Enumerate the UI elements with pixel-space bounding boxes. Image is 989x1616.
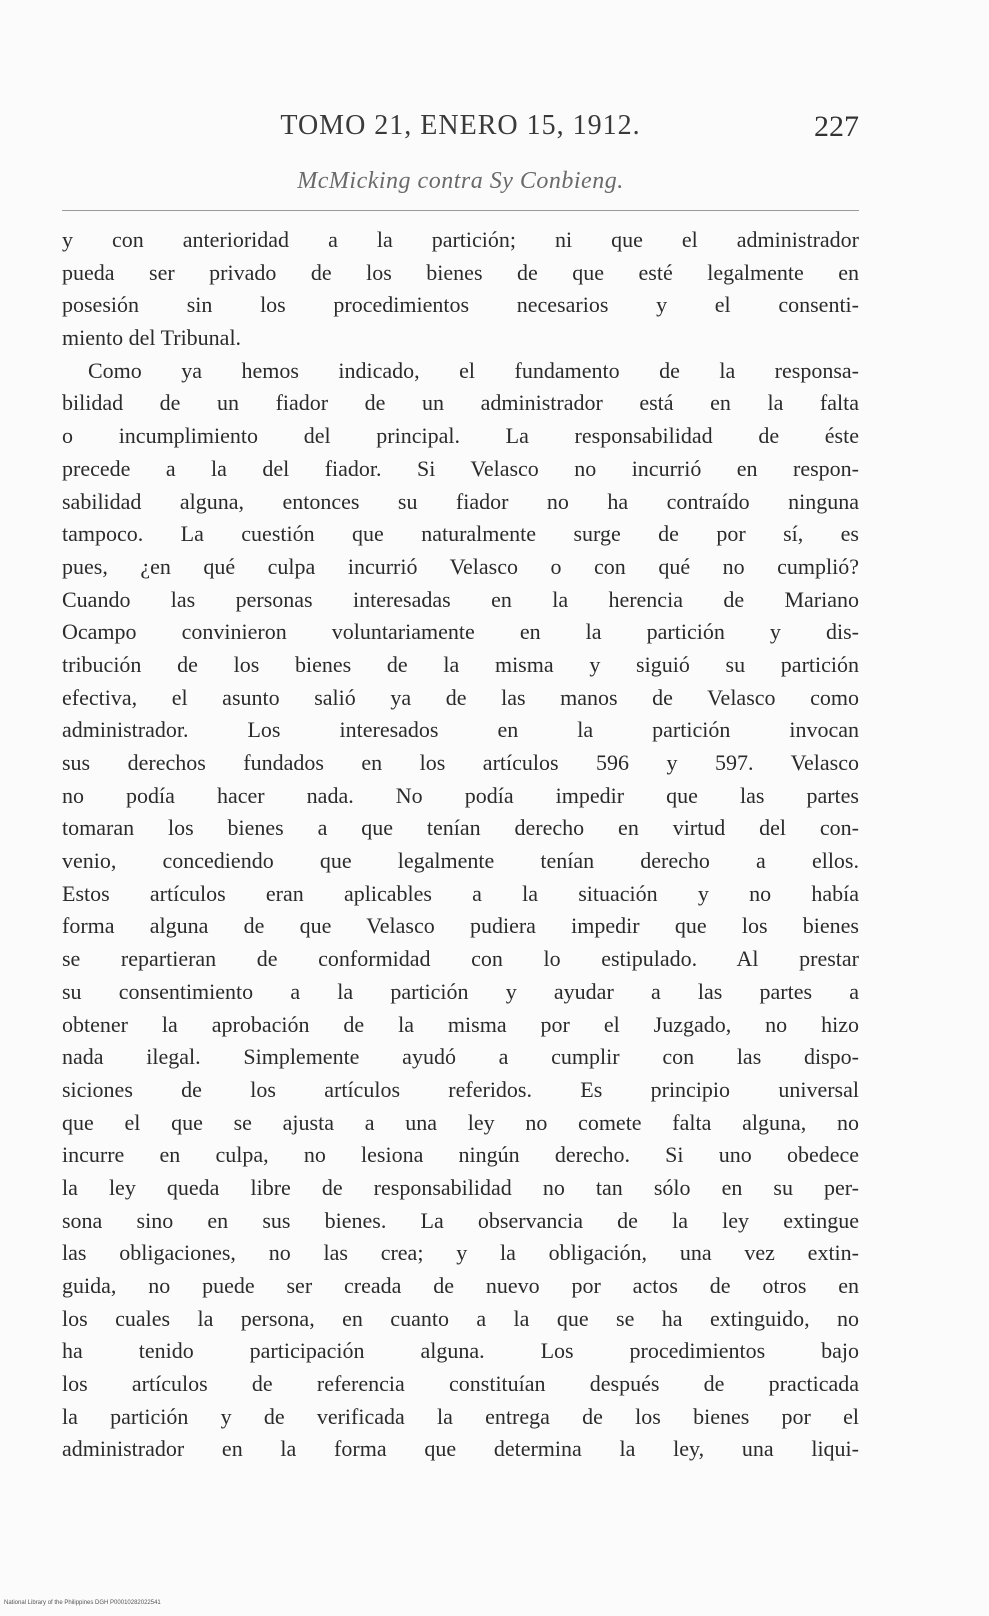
text-line: venio, concediendo que legalmente tenían derecho a ellos. xyxy=(62,848,859,874)
text-line: ha tenido participación alguna. Los procedimientos bajo xyxy=(62,1338,859,1364)
text-line: Ocampo convinieron voluntariamente en la partición y dis- xyxy=(62,619,859,645)
scan-footer-credit: National Library of the Philippines DGH P00010282022541 xyxy=(4,1600,161,1606)
text-line: los artículos de referencia constituían después de practicada xyxy=(62,1371,859,1397)
text-line: Como ya hemos indicado, el fundamento de la responsa- xyxy=(88,357,859,383)
text-line: y con anterioridad a la partición; ni que el administrador xyxy=(62,227,859,252)
body-text xyxy=(62,224,859,1466)
text-line: tribución de los bienes de la misma y siguió su partición xyxy=(62,651,859,677)
text-line: tomaran los bienes a que tenían derecho en virtud del con- xyxy=(62,815,859,841)
text-line: bilidad de un fiador de un administrador está en la falta xyxy=(62,390,859,416)
text-line: miento del Tribunal. xyxy=(62,325,242,351)
text-line: administrador en la forma que determina la ley, una liqui- xyxy=(62,1436,859,1462)
text-line: obtener la aprobación de la misma por el Juzgado, no hizo xyxy=(62,1011,859,1037)
text-line: pueda ser privado de los bienes de que esté legalmente en xyxy=(62,259,859,285)
text-line: guida, no puede ser creada de nuevo por actos de otros en xyxy=(62,1273,859,1298)
text-line: sona sino en sus bienes. La observancia de la ley extingue xyxy=(62,1207,859,1233)
text-line: Estos artículos eran aplicables a la situación y no había xyxy=(62,880,859,906)
page-header xyxy=(62,110,859,150)
text-line: las obligaciones, no las crea; y la obligación, una vez extin- xyxy=(62,1240,859,1266)
text-line: se repartieran de conformidad con lo estipulado. Al prestar xyxy=(62,946,859,972)
text-line: la ley queda libre de responsabilidad no tan sólo en su per- xyxy=(62,1174,859,1200)
text-line: los cuales la persona, en cuanto a la que se ha extinguido, no xyxy=(62,1305,859,1331)
text-line: no podía hacer nada. No podía impedir que las partes xyxy=(62,782,859,808)
text-line: forma alguna de que Velasco pudiera impedir que los bienes xyxy=(62,913,859,939)
text-line: la partición y de verificada la entrega de los bienes por el xyxy=(62,1403,859,1429)
text-line: que el que se ajusta a una ley no comete falta alguna, no xyxy=(62,1109,859,1135)
text-line: tampoco. La cuestión que naturalmente surge de por sí, es xyxy=(62,521,859,547)
text-line: incurre en culpa, no lesiona ningún derecho. Si uno obedece xyxy=(62,1142,859,1168)
text-line: precede a la del fiador. Si Velasco no incurrió en respon- xyxy=(62,455,859,481)
text-line: sabilidad alguna, entonces su fiador no ha contraído ninguna xyxy=(62,488,859,514)
text-line: su consentimiento a la partición y ayudar a las partes a xyxy=(62,978,859,1004)
text-line: nada ilegal. Simplemente ayudó a cumplir con las dispo- xyxy=(62,1044,859,1070)
text-line: efectiva, el asunto salió ya de las manos de Velasco como xyxy=(62,684,859,710)
text-line: sus derechos fundados en los artículos 596 y 597. Velasco xyxy=(62,750,859,775)
text-line: administrador. Los interesados en la partición invocan xyxy=(62,717,859,743)
header-rule xyxy=(62,210,859,211)
text-line: posesión sin los procedimientos necesarios y el consenti- xyxy=(62,292,859,318)
text-line: pues, ¿en qué culpa incurrió Velasco o con qué no cumplió? xyxy=(62,553,859,579)
case-running-head: McMicking contra Sy Conbieng. xyxy=(297,168,624,194)
text-line: siciones de los artículos referidos. Es principio universal xyxy=(62,1076,859,1102)
page-number: 227 xyxy=(814,110,859,143)
text-line: o incumplimiento del principal. La responsabilidad de éste xyxy=(62,423,859,449)
text-line: Cuando las personas interesadas en la herencia de Mariano xyxy=(62,586,859,612)
volume-date-title: TOMO 21, ENERO 15, 1912. xyxy=(280,110,641,141)
